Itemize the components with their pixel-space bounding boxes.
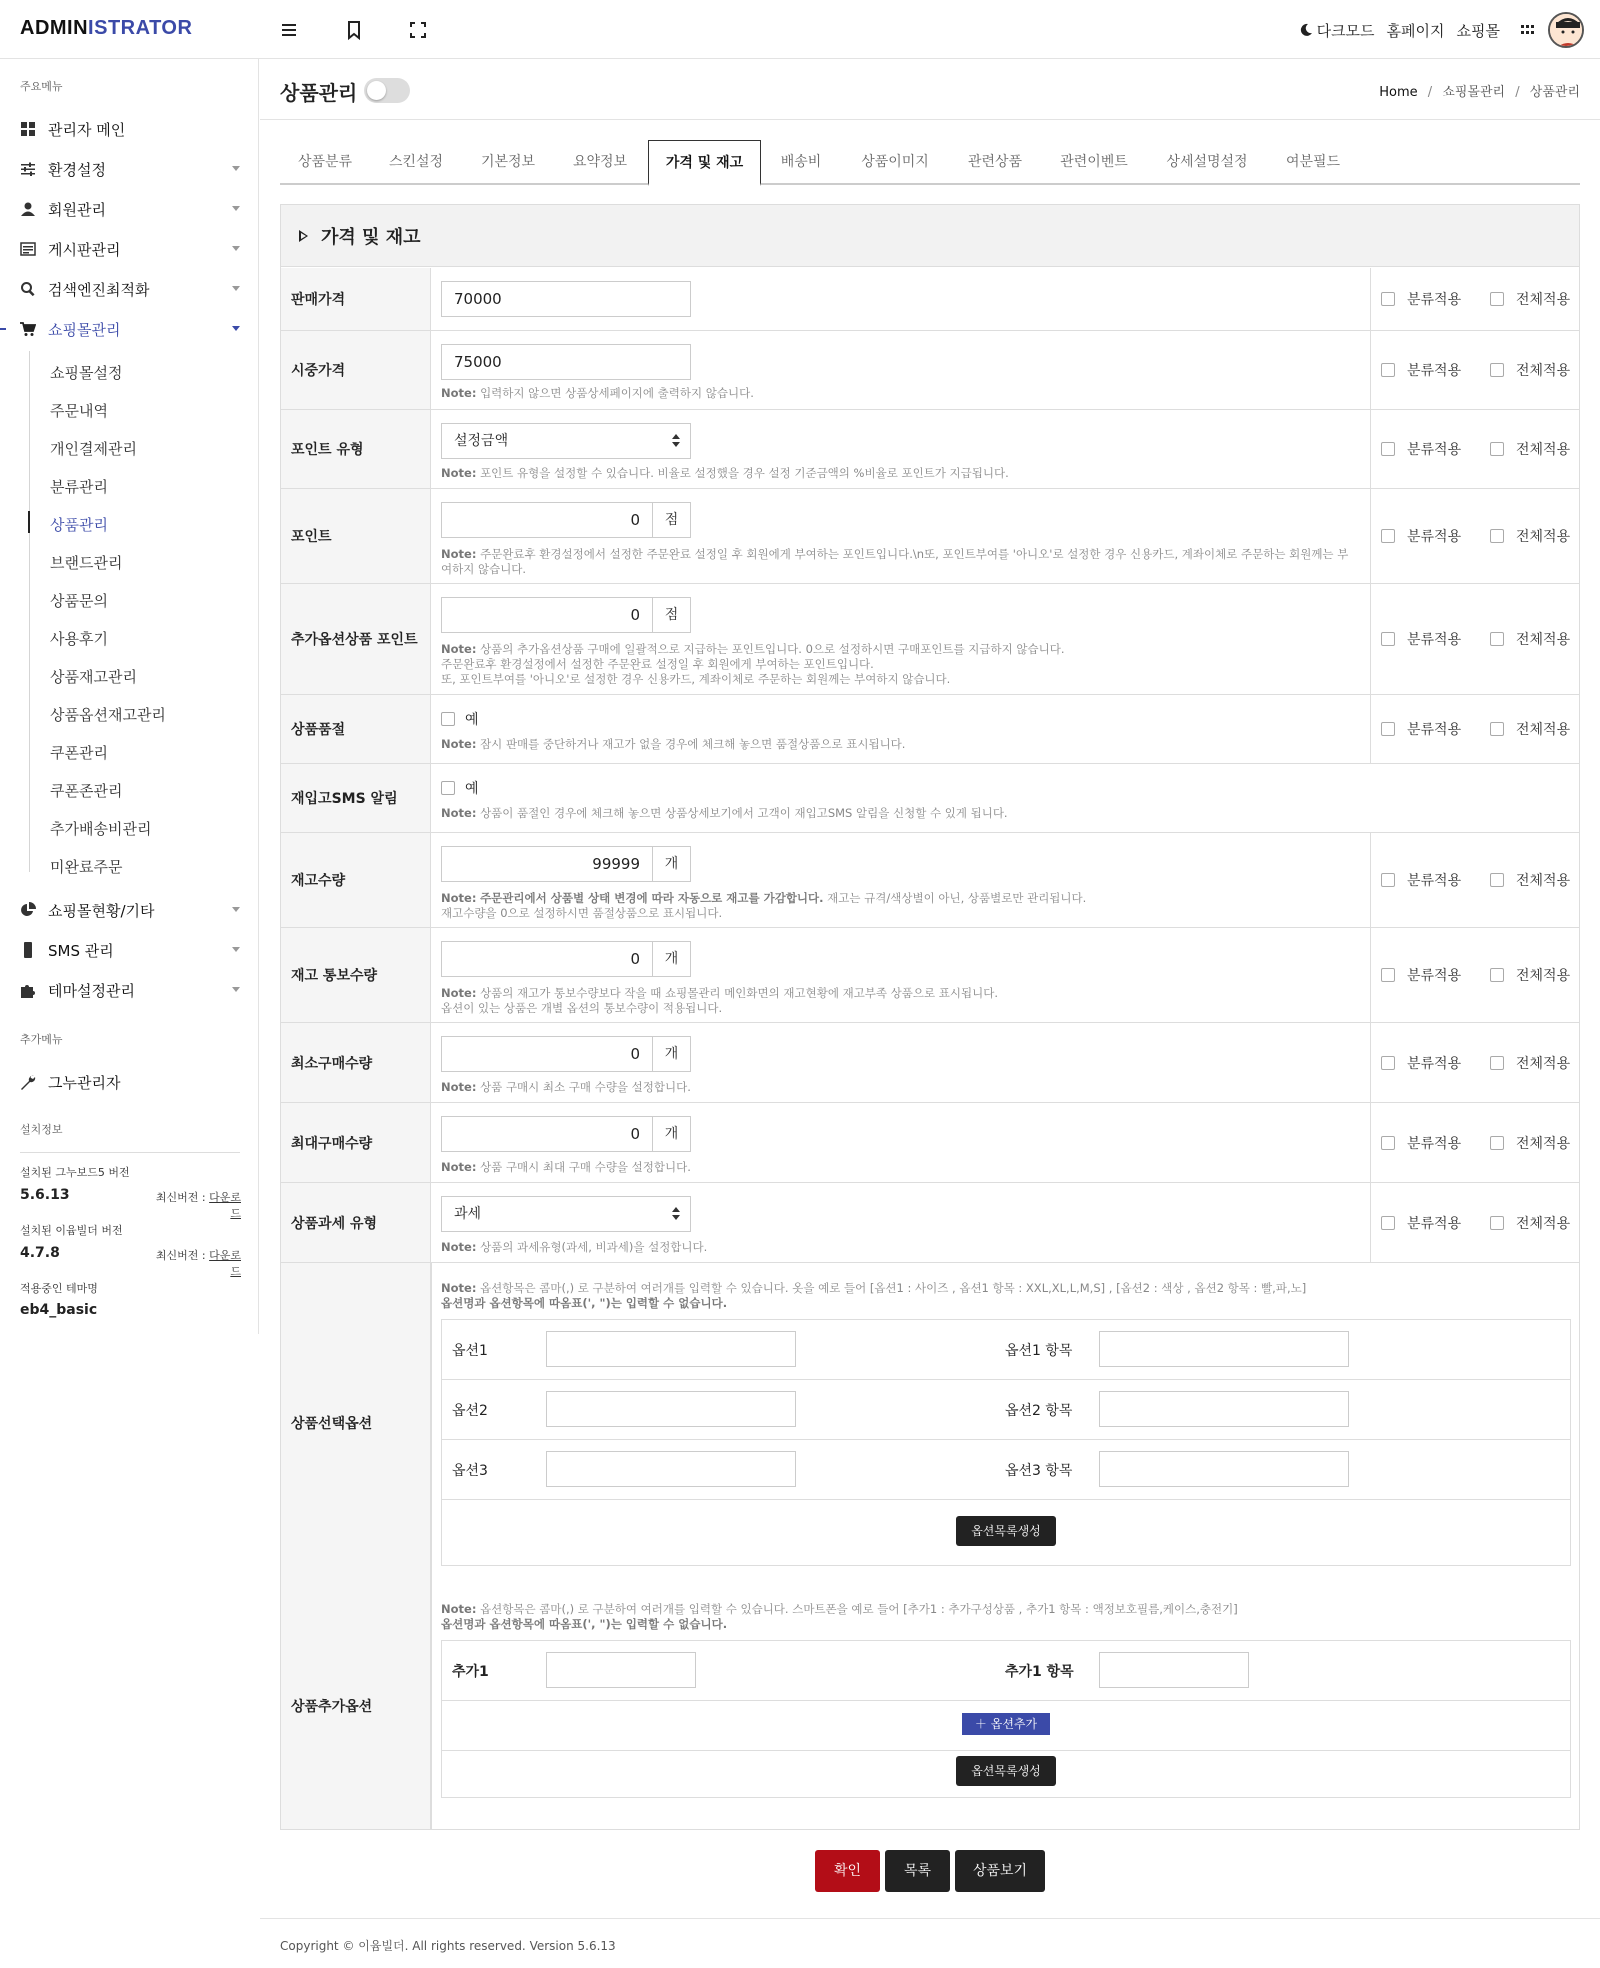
checkbox-label: 예 bbox=[465, 781, 479, 797]
submenu-item[interactable]: 분류관리 bbox=[50, 478, 108, 496]
apply-options bbox=[1370, 1183, 1579, 1262]
sidebar bbox=[0, 59, 259, 1334]
sidebar-item-boards[interactable] bbox=[20, 234, 240, 264]
homepage-link[interactable]: 홈페이지 bbox=[1386, 21, 1445, 40]
note-text: 옵션항목은 콤마(,) 로 구분하여 여러개를 입력할 수 있습니다. 옷을 예로 들어 [옵션1 : 사이즈 , 옵션1 항목 : XXL,XL,L,M,S] , [옵션2 : 색상 , 옵션2 항목 : 빨,파,노] bbox=[480, 1281, 1307, 1295]
sidebar-item-admin-main[interactable] bbox=[20, 114, 240, 144]
breadcrumb bbox=[1379, 81, 1580, 100]
sidebar-item-label: 검색엔진최적화 bbox=[48, 280, 150, 299]
option-row bbox=[442, 1380, 1570, 1440]
note-prefix: Note: bbox=[441, 891, 477, 905]
field-label: 포인트 유형 bbox=[281, 410, 431, 488]
min-qty-input[interactable]: 0 bbox=[441, 1036, 653, 1072]
list-button[interactable]: 목록 bbox=[885, 1850, 950, 1892]
generate-add-option-list-button[interactable]: 옵션목록생성 bbox=[956, 1756, 1056, 1786]
add1-name-input[interactable] bbox=[546, 1652, 696, 1688]
apply-all-checkbox[interactable] bbox=[1490, 968, 1504, 982]
apply-all-checkbox[interactable] bbox=[1490, 722, 1504, 736]
apply-options bbox=[1370, 695, 1579, 763]
field-label: 추가옵션상품 포인트 bbox=[281, 584, 431, 694]
note-text: 상품 구매시 최소 구매 수량을 설정합니다. bbox=[480, 1080, 691, 1094]
price-stock-panel bbox=[280, 204, 1580, 1830]
sidebar-item-sms[interactable] bbox=[20, 935, 240, 965]
unit-addon: 개 bbox=[653, 1036, 691, 1072]
eyoom-latest-label: 최신버전 : bbox=[155, 1249, 210, 1262]
restock-check bbox=[441, 778, 479, 798]
breadcrumb-separator: / bbox=[1515, 85, 1520, 100]
option3-name-input[interactable] bbox=[546, 1451, 796, 1487]
note-bold: 옵션명과 옵션항목에 따옴표(', ")는 입력할 수 없습니다. bbox=[441, 1617, 728, 1631]
wrench-icon bbox=[20, 1074, 36, 1090]
apply-category-checkbox[interactable] bbox=[1381, 722, 1395, 736]
row-stock-notice bbox=[281, 928, 1579, 1023]
tab-skin[interactable]: 스킨설정 bbox=[388, 154, 444, 170]
sidebar-item-label: 쇼핑몰관리 bbox=[48, 320, 121, 339]
breadcrumb-item[interactable]: 쇼핑몰관리 bbox=[1442, 85, 1506, 100]
option3-items-input[interactable] bbox=[1099, 1451, 1349, 1487]
apply-category-label: 분류적용 bbox=[1407, 363, 1462, 379]
submenu-item-active[interactable]: 상품관리 bbox=[50, 516, 108, 534]
row-tax bbox=[281, 1183, 1579, 1263]
soldout-checkbox[interactable] bbox=[441, 712, 455, 726]
note-prefix: Note: bbox=[441, 466, 477, 480]
apply-category-label: 분류적용 bbox=[1407, 873, 1462, 889]
field-note bbox=[441, 1281, 1541, 1311]
soldout-check bbox=[441, 709, 479, 729]
topbar bbox=[0, 0, 1600, 59]
note-prefix: Note: bbox=[441, 1281, 477, 1295]
field-label: 최소구매수량 bbox=[281, 1023, 431, 1102]
note-text: 상품 구매시 최대 구매 수량을 설정합니다. bbox=[480, 1160, 691, 1174]
apply-all-checkbox[interactable] bbox=[1490, 1216, 1504, 1230]
submenu-item[interactable]: 주문내역 bbox=[50, 402, 108, 420]
note-prefix: Note: bbox=[441, 1240, 477, 1254]
checkbox-label: 예 bbox=[465, 712, 479, 728]
row-point-type bbox=[281, 410, 1579, 489]
option-name-label: 옵션1 bbox=[452, 1343, 488, 1359]
apply-all-label: 전체적용 bbox=[1516, 968, 1571, 984]
apply-options bbox=[1370, 1103, 1579, 1182]
submenu-item[interactable]: 쿠폰존관리 bbox=[50, 782, 123, 800]
apply-category-checkbox[interactable] bbox=[1381, 632, 1395, 646]
apply-all-checkbox[interactable] bbox=[1490, 363, 1504, 377]
apply-all-label: 전체적용 bbox=[1516, 873, 1571, 889]
tab-related-events[interactable]: 관련이벤트 bbox=[1060, 154, 1128, 170]
mobile-icon bbox=[20, 942, 36, 958]
note-prefix: Note: bbox=[441, 1080, 477, 1094]
point-input[interactable]: 0 bbox=[441, 502, 653, 538]
view-product-button[interactable]: 상품보기 bbox=[955, 1850, 1045, 1892]
active-indicator bbox=[0, 328, 6, 330]
point-type-select[interactable]: 설정금액 bbox=[441, 423, 691, 459]
row-restock-sms bbox=[281, 764, 1579, 833]
generate-option-list-button[interactable]: 옵션목록생성 bbox=[956, 1516, 1056, 1546]
submenu-item[interactable]: 사용후기 bbox=[50, 630, 108, 648]
apply-options bbox=[1370, 833, 1579, 927]
dashboard-icon bbox=[20, 121, 36, 137]
puzzle-icon bbox=[20, 982, 36, 998]
sidebar-item-label: 관리자 메인 bbox=[48, 120, 126, 139]
eyoom-version-value: 4.7.8 bbox=[20, 1245, 60, 1261]
apply-options bbox=[1370, 489, 1579, 583]
note-text-2: 여하지 않습니다. bbox=[441, 562, 527, 576]
user-avatar-icon bbox=[1550, 14, 1584, 48]
row-price bbox=[281, 268, 1579, 331]
header-divider bbox=[260, 119, 1600, 120]
field-label: 포인트 bbox=[281, 489, 431, 583]
option-item-label: 옵션3 항목 bbox=[1005, 1463, 1073, 1479]
breadcrumb-home[interactable]: Home bbox=[1379, 85, 1418, 100]
apply-all-label: 전체적용 bbox=[1516, 292, 1571, 308]
field-label: 판매가격 bbox=[281, 268, 431, 330]
price-input[interactable]: 70000 bbox=[441, 281, 691, 317]
note-prefix: Note: bbox=[441, 547, 477, 561]
chevron-down-icon bbox=[232, 987, 240, 992]
note-prefix: Note: bbox=[441, 386, 477, 400]
apply-all-label: 전체적용 bbox=[1516, 1215, 1571, 1232]
apply-category-checkbox[interactable] bbox=[1381, 1216, 1395, 1230]
stock-notice-input[interactable]: 0 bbox=[441, 941, 653, 977]
field-note bbox=[441, 1602, 1541, 1632]
theme-value: eb4_basic bbox=[20, 1302, 98, 1318]
tab-price-stock[interactable]: 가격 및 재고 bbox=[648, 140, 761, 186]
note-bold: 옵션명과 옵션항목에 따옴표(', ")는 입력할 수 없습니다. bbox=[441, 1296, 728, 1310]
apply-category-label: 분류적용 bbox=[1407, 632, 1462, 648]
note-prefix: Note: bbox=[441, 806, 477, 820]
apply-category-label: 분류적용 bbox=[1407, 292, 1462, 308]
row-select-option bbox=[281, 1263, 1579, 1582]
apply-category-checkbox[interactable] bbox=[1381, 968, 1395, 982]
max-qty-input[interactable]: 0 bbox=[441, 1116, 653, 1152]
note-text-3: 또, 포인트부여를 '아니오'로 설정한 경우 신용카드, 계좌이체로 주문하는 회원께는 부여하지 않습니다. bbox=[441, 672, 951, 686]
tab-extra-fields[interactable]: 여분필드 bbox=[1285, 154, 1341, 170]
field-note bbox=[441, 891, 1361, 921]
apply-all-checkbox[interactable] bbox=[1490, 1136, 1504, 1150]
note-text: 입력하지 않으면 상품상세페이지에 출력하지 않습니다. bbox=[480, 386, 754, 400]
apply-all-checkbox[interactable] bbox=[1490, 1056, 1504, 1070]
apply-options bbox=[1370, 1023, 1579, 1102]
sidebar-item-shop-status[interactable] bbox=[20, 895, 240, 925]
gnu-latest-label: 최신버전 : bbox=[155, 1191, 210, 1204]
sidebar-item-shop[interactable] bbox=[20, 314, 240, 344]
note-text: 옵션항목은 콤마(,) 로 구분하여 여러개를 입력할 수 있습니다. 스마트폰을 예로 들어 [추가1 : 추가구성상품 , 추가1 항목 : 액정보호필름,케이스,충전기] bbox=[480, 1602, 1238, 1616]
sidebar-item-members[interactable] bbox=[20, 194, 240, 224]
chevron-down-icon bbox=[232, 326, 240, 331]
note-prefix: Note: bbox=[441, 737, 477, 751]
apply-category-label: 분류적용 bbox=[1407, 1055, 1462, 1072]
apply-all-label: 전체적용 bbox=[1516, 1055, 1571, 1072]
note-text-2: 주문완료후 환경설정에서 설정한 주문완료 설정일 후 회원에게 부여하는 포인트입니다. bbox=[441, 657, 874, 671]
field-label: 시중가격 bbox=[281, 331, 431, 409]
eyoom-download-link[interactable]: 다운로드 bbox=[209, 1249, 241, 1278]
note-text: 상품의 추가옵션상품 구매에 일괄적으로 지급하는 포인트입니다. 0으로 설정하시면 구매포인트를 지급하지 않습니다. bbox=[480, 642, 1065, 656]
gnu-latest bbox=[147, 1189, 241, 1221]
apply-category-label: 분류적용 bbox=[1407, 529, 1462, 545]
field-label: 재고수량 bbox=[281, 833, 431, 927]
chevron-down-icon bbox=[232, 206, 240, 211]
apply-all-label: 전체적용 bbox=[1516, 363, 1571, 379]
bookmark-icon[interactable] bbox=[342, 18, 366, 42]
apply-category-checkbox[interactable] bbox=[1381, 1136, 1395, 1150]
field-note bbox=[441, 806, 1008, 821]
apply-options bbox=[1370, 268, 1579, 330]
note-text: 재고는 규격/색상별이 아닌, 상품별로만 관리됩니다. bbox=[823, 891, 1087, 905]
note-text: 포인트 유형을 설정할 수 있습니다. 비율로 설정했을 경우 설정 기준금액의 %비율로 포인트가 지급됩니다. bbox=[480, 466, 1009, 480]
field-note bbox=[441, 386, 754, 401]
apply-category-checkbox[interactable] bbox=[1381, 529, 1395, 543]
note-text-2: 재고수량을 0으로 설정하시면 품절상품으로 표시됩니다. bbox=[441, 906, 723, 920]
dark-mode-label: 다크모드 bbox=[1316, 21, 1375, 40]
add1-items-input[interactable] bbox=[1099, 1652, 1249, 1688]
sidebar-item-label: 환경설정 bbox=[48, 160, 106, 179]
field-label: 최대구매수량 bbox=[281, 1103, 431, 1182]
unit-addon: 개 bbox=[653, 941, 691, 977]
add-option-box bbox=[441, 1640, 1571, 1798]
apply-all-checkbox[interactable] bbox=[1490, 529, 1504, 543]
tax-type-select[interactable]: 과세 bbox=[441, 1196, 691, 1232]
option-item-label: 옵션2 항목 bbox=[1005, 1403, 1073, 1419]
row-add-option bbox=[281, 1582, 1579, 1829]
unit-addon: 점 bbox=[653, 502, 691, 538]
option1-name-input[interactable] bbox=[546, 1331, 796, 1367]
note-text: 잠시 판매를 중단하거나 재고가 없을 경우에 체크해 놓으면 품절상품으로 표시됩니다. bbox=[480, 737, 906, 751]
field-note bbox=[441, 466, 1009, 481]
note-text: 주문완료후 환경설정에서 설정한 주문완료 설정일 후 회원에게 부여하는 포인트입니다.\n또, 포인트부여를 '아니오'로 설정한 경우 신용카드, 계좌이체로 주문하는 회원께는 부 bbox=[480, 547, 1349, 561]
apply-all-checkbox[interactable] bbox=[1490, 292, 1504, 306]
option-row bbox=[442, 1641, 1570, 1701]
unit-addon: 점 bbox=[653, 597, 691, 633]
field-note bbox=[441, 986, 1361, 1016]
apps-grid-icon[interactable] bbox=[1520, 22, 1536, 38]
row-point bbox=[281, 489, 1579, 584]
search-icon bbox=[20, 281, 36, 297]
apply-category-label: 분류적용 bbox=[1407, 442, 1462, 458]
submenu-item[interactable]: 상품문의 bbox=[50, 592, 108, 610]
note-text: 상품의 과세유형(과세, 비과세)을 설정합니다. bbox=[480, 1240, 708, 1254]
sidebar-item-label: 회원관리 bbox=[48, 200, 106, 219]
row-min-qty bbox=[281, 1023, 1579, 1103]
extra-menu-section: 추가메뉴 bbox=[20, 1033, 63, 1046]
submenu-item[interactable]: 쇼핑몰설정 bbox=[50, 364, 123, 382]
note-prefix: Note: bbox=[441, 642, 477, 656]
apply-all-label: 전체적용 bbox=[1516, 632, 1571, 648]
select-option-box bbox=[441, 1319, 1571, 1566]
add-option-button[interactable]: ＋ 옵션추가 bbox=[962, 1713, 1050, 1735]
field-note bbox=[441, 1160, 691, 1175]
apply-category-checkbox[interactable] bbox=[1381, 1056, 1395, 1070]
sliders-icon bbox=[20, 161, 36, 177]
option-name-label: 옵션3 bbox=[452, 1463, 488, 1479]
sidebar-item-label: 쇼핑몰현황/기타 bbox=[48, 901, 155, 920]
chevron-down-icon bbox=[232, 246, 240, 251]
field-note bbox=[441, 1240, 707, 1255]
tab-summary[interactable]: 요약정보 bbox=[572, 154, 628, 170]
unit-addon: 개 bbox=[653, 846, 691, 882]
option1-items-input[interactable] bbox=[1099, 1331, 1349, 1367]
submenu-active-indicator bbox=[28, 511, 30, 533]
restock-sms-checkbox[interactable] bbox=[441, 781, 455, 795]
page-title: 상품관리 bbox=[280, 81, 358, 105]
row-max-qty bbox=[281, 1103, 1579, 1183]
apply-category-label: 분류적용 bbox=[1407, 968, 1462, 984]
apply-category-label: 분류적용 bbox=[1407, 722, 1462, 738]
sidebar-item-label: 테마설정관리 bbox=[48, 981, 135, 1000]
avatar[interactable] bbox=[1548, 12, 1584, 48]
apply-category-checkbox[interactable] bbox=[1381, 292, 1395, 306]
breadcrumb-separator: / bbox=[1427, 85, 1433, 100]
note-prefix: Note: bbox=[441, 1602, 477, 1616]
row-soldout bbox=[281, 695, 1579, 764]
tab-category[interactable]: 상품분류 bbox=[297, 154, 353, 170]
field-label: 상품품절 bbox=[281, 695, 431, 763]
field-label: 재고 통보수량 bbox=[281, 928, 431, 1022]
unit-addon: 개 bbox=[653, 1116, 691, 1152]
submenu-item[interactable]: 상품재고관리 bbox=[50, 668, 137, 686]
apply-all-label: 전체적용 bbox=[1516, 722, 1571, 738]
chevron-down-icon bbox=[232, 907, 240, 912]
option2-name-input[interactable] bbox=[546, 1391, 796, 1427]
sidebar-item-seo[interactable] bbox=[20, 274, 240, 304]
submenu-item[interactable]: 추가배송비관리 bbox=[50, 820, 152, 838]
sidebar-item-settings[interactable] bbox=[20, 154, 240, 184]
apply-all-checkbox[interactable] bbox=[1490, 632, 1504, 646]
field-label: 상품선택옵션 bbox=[281, 1263, 431, 1582]
apply-category-checkbox[interactable] bbox=[1381, 363, 1395, 377]
shop-link[interactable]: 쇼핑몰 bbox=[1456, 21, 1500, 40]
sidebar-item-label: 게시판관리 bbox=[48, 240, 121, 259]
stock-input[interactable]: 99999 bbox=[441, 846, 653, 882]
apply-category-checkbox[interactable] bbox=[1381, 873, 1395, 887]
field-note bbox=[441, 737, 905, 752]
theme-label: 적용중인 테마명 bbox=[20, 1282, 98, 1295]
row-stock bbox=[281, 833, 1579, 928]
apply-category-label: 분류적용 bbox=[1407, 1135, 1462, 1152]
submenu-item[interactable]: 미완료주문 bbox=[50, 858, 123, 876]
submenu-line bbox=[29, 351, 30, 872]
note-text: 상품의 재고가 통보수량보다 작을 때 쇼핑몰관리 메인화면의 재고현황에 재고부족 상품으로 표시됩니다. bbox=[480, 986, 998, 1000]
tab-basic-info[interactable]: 기본정보 bbox=[480, 154, 536, 170]
divider bbox=[20, 1152, 240, 1153]
chevron-down-icon bbox=[232, 166, 240, 171]
row-market-price bbox=[281, 331, 1579, 410]
eyoom-latest bbox=[147, 1247, 241, 1279]
apply-all-label: 전체적용 bbox=[1516, 1135, 1571, 1152]
copyright: Copyright © 이윰빌더. All rights reserved. Version 5.6.13 bbox=[280, 1939, 616, 1953]
install-info-section: 설치정보 bbox=[20, 1123, 63, 1136]
gnu-version-value: 5.6.13 bbox=[20, 1187, 70, 1203]
panel-title: 가격 및 재고 bbox=[321, 227, 421, 248]
field-note bbox=[441, 1080, 691, 1095]
main-menu-section: 주요메뉴 bbox=[20, 80, 63, 93]
eyoom-version-label: 설치된 이윰빌더 버전 bbox=[20, 1224, 123, 1237]
option-item-label: 옵션1 항목 bbox=[1005, 1343, 1073, 1359]
tab-related-products[interactable]: 관련상품 bbox=[967, 154, 1023, 170]
caret-right-icon bbox=[299, 230, 308, 242]
option-point-input[interactable]: 0 bbox=[441, 597, 653, 633]
add-option-name-label: 추가1 bbox=[452, 1664, 489, 1680]
field-label: 재입고SMS 알림 bbox=[281, 764, 431, 832]
chevron-down-icon bbox=[232, 286, 240, 291]
market-price-input[interactable]: 75000 bbox=[441, 344, 691, 380]
dark-mode-toggle[interactable] bbox=[1299, 20, 1375, 41]
row-option-point bbox=[281, 584, 1579, 695]
option-row bbox=[442, 1440, 1570, 1500]
field-note bbox=[441, 547, 1361, 577]
option-row bbox=[442, 1701, 1570, 1751]
apply-options bbox=[1370, 584, 1579, 694]
footer-divider bbox=[260, 1918, 1600, 1919]
apply-all-checkbox[interactable] bbox=[1490, 442, 1504, 456]
submenu-item[interactable]: 브랜드관리 bbox=[50, 554, 123, 572]
note-text: 상품이 품절인 경우에 체크해 놓으면 상품상세보기에서 고객이 재입고SMS 알림을 신청할 수 있게 됩니다. bbox=[480, 806, 1008, 820]
field-label: 상품추가옵션 bbox=[281, 1582, 431, 1829]
topbar-right bbox=[1299, 12, 1584, 48]
fullscreen-icon[interactable] bbox=[406, 18, 430, 42]
sidebar-item-theme[interactable] bbox=[20, 975, 240, 1005]
apply-all-label: 전체적용 bbox=[1516, 442, 1571, 458]
apply-all-label: 전체적용 bbox=[1516, 529, 1571, 545]
apply-options bbox=[1370, 928, 1579, 1022]
hamburger-menu-icon[interactable] bbox=[277, 18, 301, 42]
chevron-down-icon bbox=[232, 947, 240, 952]
divider bbox=[431, 1263, 432, 1829]
sidebar-item-gnu-admin[interactable] bbox=[20, 1067, 240, 1097]
gnu-download-link[interactable]: 다운로드 bbox=[209, 1191, 241, 1220]
submenu-item[interactable]: 상품옵션재고관리 bbox=[50, 706, 166, 724]
cart-icon bbox=[20, 321, 36, 337]
note-text-2: 옵션이 있는 상품은 개별 옵션의 통보수량이 적용됩니다. bbox=[441, 1001, 723, 1015]
apply-category-label: 분류적용 bbox=[1407, 1215, 1462, 1232]
page-toggle-switch[interactable] bbox=[364, 78, 410, 103]
apply-options bbox=[1370, 331, 1579, 409]
tab-images[interactable]: 상품이미지 bbox=[861, 154, 929, 170]
sidebar-item-label: SMS 관리 bbox=[48, 941, 114, 960]
breadcrumb-current: 상품관리 bbox=[1529, 85, 1580, 100]
confirm-button[interactable]: 확인 bbox=[815, 1850, 880, 1892]
option2-items-input[interactable] bbox=[1099, 1391, 1349, 1427]
gnu-version-label: 설치된 그누보드5 버전 bbox=[20, 1166, 130, 1179]
field-note bbox=[441, 642, 1361, 687]
panel-header[interactable] bbox=[281, 205, 1579, 267]
apply-category-checkbox[interactable] bbox=[1381, 442, 1395, 456]
apply-options bbox=[1370, 410, 1579, 488]
board-icon bbox=[20, 241, 36, 257]
pie-chart-icon bbox=[20, 902, 36, 918]
add-option-item-label: 추가1 항목 bbox=[1005, 1664, 1074, 1680]
submenu-item[interactable]: 쿠폰관리 bbox=[50, 744, 108, 762]
tab-shipping[interactable]: 배송비 bbox=[780, 154, 822, 170]
logo[interactable]: ADMINISTRATOR bbox=[20, 17, 193, 39]
note-prefix: Note: bbox=[441, 1160, 477, 1174]
user-icon bbox=[20, 201, 36, 217]
sidebar-item-label: 그누관리자 bbox=[48, 1073, 121, 1092]
option-name-label: 옵션2 bbox=[452, 1403, 488, 1419]
submenu-item[interactable]: 개인결제관리 bbox=[50, 440, 137, 458]
field-label: 상품과세 유형 bbox=[281, 1183, 431, 1262]
note-prefix: Note: bbox=[441, 986, 477, 1000]
note-bold: 주문관리에서 상품별 상태 변경에 따라 자동으로 재고를 가감합니다. bbox=[480, 891, 824, 905]
moon-icon bbox=[1299, 23, 1313, 37]
tab-bar bbox=[280, 140, 1580, 185]
option-row bbox=[442, 1320, 1570, 1380]
apply-all-checkbox[interactable] bbox=[1490, 873, 1504, 887]
tab-description[interactable]: 상세설명설정 bbox=[1166, 154, 1248, 170]
